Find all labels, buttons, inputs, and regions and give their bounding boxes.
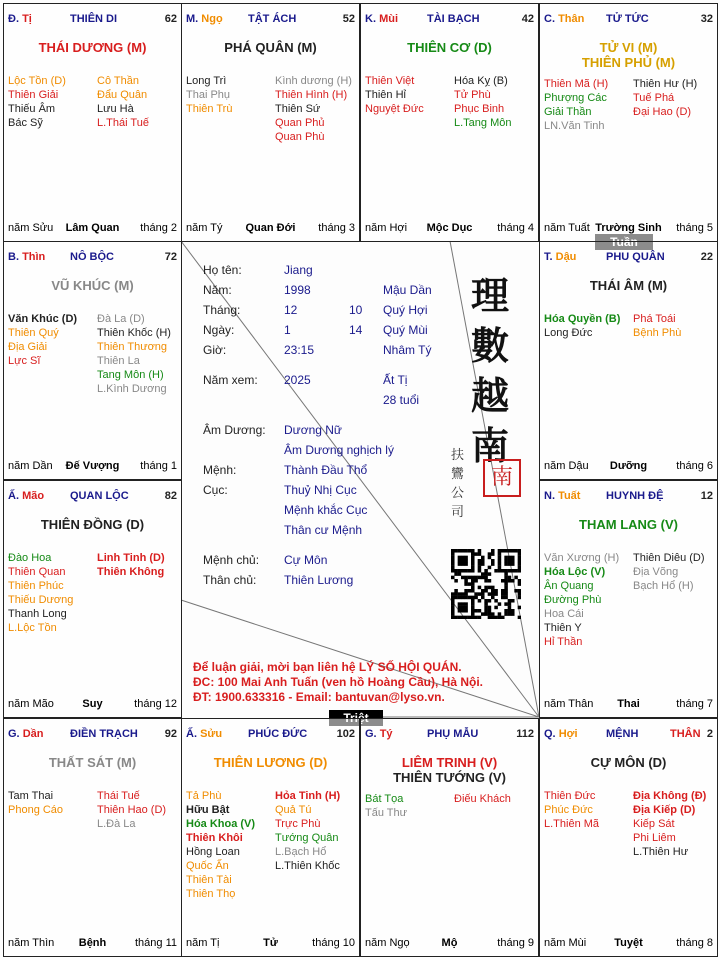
palace-header <box>186 727 355 743</box>
palace-name: TỬ TỨC <box>606 13 649 25</box>
life-stage: Tử <box>263 937 278 949</box>
palace-header <box>544 250 713 266</box>
minor-stars-left <box>544 789 599 831</box>
palace-branch: C. Thân <box>544 13 585 25</box>
minor-star: Bạch Hổ (H) <box>633 580 694 592</box>
minor-stars-right <box>633 312 681 340</box>
palace-footer <box>544 459 713 473</box>
minor-star: L.Thiên Khốc <box>275 860 340 872</box>
palace-header <box>8 727 177 743</box>
minor-stars-left <box>365 792 407 820</box>
palace-name: ĐIỀN TRẠCH <box>70 728 138 740</box>
minor-star: Đường Phù <box>544 594 602 606</box>
month-label: tháng 3 <box>318 222 355 234</box>
minor-star: Linh Tinh (D) <box>97 552 165 564</box>
calligraphy-logo: 理 數 越 南 <box>471 273 510 468</box>
minor-star: Thiên Thương <box>97 341 168 353</box>
menh-chu-value: Cự Môn <box>284 553 328 567</box>
main-star: THIÊN TƯỚNG (V) <box>393 770 506 785</box>
day-lunar: 14 <box>349 323 363 337</box>
menh-chu-label: Mệnh chủ: <box>203 553 260 567</box>
minor-star: Thiên Việt <box>365 75 415 87</box>
palace-than-mark: THÂN <box>670 728 701 740</box>
minor-star: Tuế Phá <box>633 92 675 104</box>
palace-dan[interactable] <box>3 718 182 957</box>
contact-line-2: ĐC: 100 Mai Anh Tuấn (ven hồ Hoàng Cầu), Hà Nội. <box>193 675 484 689</box>
minor-star: Quan Phủ <box>275 117 325 129</box>
palace-name: MỆNH <box>606 728 639 740</box>
month-label: tháng 12 <box>134 698 177 710</box>
center-info-panel <box>181 241 539 717</box>
palace-branch: Ấ. Mão <box>8 490 45 502</box>
minor-star: Thiên Y <box>544 622 582 634</box>
minor-star: L.Đà La <box>97 818 136 830</box>
month-label: tháng 2 <box>140 222 177 234</box>
name-value: Jiang <box>284 263 313 277</box>
minor-star: Bệnh Phù <box>633 327 682 339</box>
minor-star: Thiếu Dương <box>8 594 74 606</box>
palace-name: PHỤ MẪU <box>427 728 479 740</box>
minor-star: Trực Phù <box>275 818 321 830</box>
minor-star: Kình dương (H) <box>275 75 352 87</box>
view-year-value: 2025 <box>284 373 311 387</box>
main-star: VŨ KHÚC (M) <box>51 278 134 293</box>
minor-star: Phượng Các <box>544 92 607 104</box>
minor-stars-left <box>186 789 255 901</box>
palace-age: 82 <box>164 490 177 502</box>
minor-stars-left <box>544 312 620 340</box>
minor-star: Thiên Khôi <box>186 832 243 844</box>
amduong-note: Âm Dương nghịch lý <box>284 443 394 457</box>
year-label: năm Mùi <box>544 937 587 949</box>
palace-age: 102 <box>336 728 355 740</box>
minor-star: Văn Khúc (D) <box>8 313 78 325</box>
minor-star: Thiên Trù <box>186 103 233 115</box>
minor-star: Hóa Lộc (V) <box>544 566 606 578</box>
palace-age: 62 <box>164 13 177 25</box>
palace-footer <box>8 221 177 235</box>
minor-stars-right <box>97 551 165 579</box>
minor-star: Thiên La <box>97 355 140 367</box>
palace-footer <box>544 697 713 711</box>
minor-star: L.Lộc Tồn <box>8 622 57 634</box>
palace-mao[interactable] <box>3 480 182 718</box>
palace-footer <box>8 936 177 950</box>
year-value: 1998 <box>284 283 311 297</box>
life-stage: Suy <box>82 698 103 710</box>
year-label: năm Tị <box>186 937 220 949</box>
minor-star: Hóa Kỵ (B) <box>454 75 508 87</box>
minor-star: Quốc Ấn <box>186 860 229 872</box>
life-stage: Mộ <box>441 937 458 949</box>
than-chu-label: Thân chủ: <box>203 573 257 587</box>
minor-star: Thiên Quan <box>8 566 66 578</box>
life-stage: Lâm Quan <box>65 222 120 234</box>
month-lunar: 10 <box>349 303 363 317</box>
age-value: 28 tuổi <box>383 393 420 407</box>
minor-star: L.Bạch Hổ <box>275 846 327 858</box>
minor-star: Thai Phụ <box>186 89 231 101</box>
minor-star: Điếu Khách <box>454 793 511 805</box>
minor-star: Địa Võng <box>633 566 679 578</box>
life-stage: Mộc Dục <box>426 222 473 234</box>
palace-ngo[interactable] <box>181 3 360 242</box>
minor-star: Địa Kiếp (D) <box>633 804 696 816</box>
palace-header <box>365 12 534 28</box>
minor-star: Thiên Thọ <box>186 888 236 900</box>
main-star: THẤT SÁT (M) <box>48 755 137 770</box>
amduong-label: Âm Dương: <box>203 423 266 437</box>
minor-stars-left <box>8 551 73 635</box>
palace-name: TÀI BẠCH <box>427 13 480 25</box>
minor-star: Hữu Bật <box>186 804 230 816</box>
day-label: Ngày: <box>203 323 235 337</box>
minor-star: L.Thiên Mã <box>544 818 600 830</box>
minor-star: Đào Hoa <box>8 552 52 564</box>
main-star: THIÊN ĐỒNG (D) <box>40 517 145 532</box>
palace-branch: Q. Hợi <box>544 728 578 740</box>
life-stage: Thai <box>617 698 640 710</box>
life-stage: Quan Đới <box>245 222 296 234</box>
palace-ti[interactable] <box>3 3 182 242</box>
minor-star: L.Tang Môn <box>454 117 512 129</box>
main-star: THIÊN CƠ (D) <box>407 40 492 55</box>
contact-line-1: Để luận giải, mời bạn liên hệ LÝ SỐ HỘI QUÁN. <box>193 660 462 674</box>
main-star: CỰ MÔN (D) <box>590 755 667 770</box>
palace-than[interactable] <box>539 3 718 242</box>
month-label: tháng 9 <box>497 937 534 949</box>
minor-star: Lưu Hà <box>97 103 134 115</box>
minor-star: Phục Binh <box>454 103 505 115</box>
palace-header <box>8 489 177 505</box>
minor-stars-right <box>454 792 511 806</box>
palace-branch: K. Mùi <box>365 13 399 25</box>
month-label: Tháng: <box>203 303 241 317</box>
minor-star: Lực Sĩ <box>8 355 41 367</box>
minor-star: L.Thái Tuế <box>97 117 149 129</box>
palace-name: PHU QUÂN <box>606 251 665 263</box>
minor-star: Thiên Phúc <box>8 580 64 592</box>
minor-star: Thiên Quý <box>8 327 59 339</box>
minor-star: Đà La (D) <box>97 313 145 325</box>
year-label: năm Dậu <box>544 460 589 472</box>
month-label: tháng 7 <box>676 698 713 710</box>
hour-can: Nhâm Tý <box>383 343 432 357</box>
palace-name: HUYNH ĐỆ <box>606 490 664 502</box>
minor-stars-right <box>454 74 511 130</box>
minor-stars-right <box>275 789 340 873</box>
calligraphy-sub: 扶 鸞 公 司 <box>451 448 465 520</box>
year-label: năm Thìn <box>8 937 55 949</box>
month-label: tháng 6 <box>676 460 713 472</box>
minor-star: Đại Hao (D) <box>633 106 692 118</box>
minor-star: Tấu Thư <box>365 807 408 819</box>
minor-stars-right <box>97 312 171 396</box>
minor-star: Hóa Khoa (V) <box>186 818 256 830</box>
main-star: THIÊN PHỦ (M) <box>581 55 676 70</box>
minor-star: Thiên Mã (H) <box>544 78 609 90</box>
month-label: tháng 10 <box>312 937 355 949</box>
palace-name: THIÊN DI <box>70 13 118 25</box>
minor-stars-right <box>633 551 705 593</box>
than-chu-value: Thiên Lương <box>284 573 354 587</box>
year-label: năm Sửu <box>8 222 54 234</box>
palace-header <box>365 727 534 743</box>
year-label: năm Mão <box>8 698 54 710</box>
minor-star: Tam Thai <box>8 790 54 802</box>
minor-star: Hóa Quyền (B) <box>544 313 621 325</box>
year-label: năm Thân <box>544 698 594 710</box>
minor-star: Hồng Loan <box>186 846 240 858</box>
minor-star: Long Đức <box>544 327 593 339</box>
minor-star: Thiên Sứ <box>275 103 321 115</box>
minor-star: Quan Phù <box>275 131 325 143</box>
minor-star: Bát Tọa <box>365 793 404 805</box>
minor-star: Hỉ Thần <box>544 636 583 648</box>
palace-header <box>8 12 177 28</box>
main-star: THÁI ÂM (M) <box>589 278 668 293</box>
minor-star: Thiên Hỉ <box>365 89 406 101</box>
palace-branch: B. Thìn <box>8 251 46 263</box>
palace-branch: Đ. Tị <box>8 13 32 25</box>
minor-stars-right <box>275 74 352 144</box>
palace-header <box>544 489 713 505</box>
minor-star: Long Trì <box>186 75 227 87</box>
palace-dau[interactable] <box>539 241 718 480</box>
palace-branch: G. Dần <box>8 728 44 740</box>
minor-star: Thiên Không <box>97 566 165 578</box>
minor-star: Phúc Đức <box>544 804 593 816</box>
minor-stars-left <box>8 312 77 368</box>
month-label: tháng 5 <box>676 222 713 234</box>
month-label: tháng 8 <box>676 937 713 949</box>
view-year-can: Ất Tị <box>383 373 408 387</box>
minor-star: Phá Toái <box>633 313 676 325</box>
minor-star: Thiên Hư (H) <box>633 78 698 90</box>
minor-stars-left <box>544 77 608 133</box>
name-label: Họ tên: <box>203 263 242 277</box>
year-label: năm Tý <box>186 222 223 234</box>
life-stage: Tuyệt <box>614 937 643 949</box>
red-seal-stamp: 南 <box>483 459 521 497</box>
palace-footer <box>186 936 355 950</box>
palace-header <box>186 12 355 28</box>
life-stage: Dưỡng <box>609 460 648 472</box>
minor-star: Nguyệt Đức <box>365 103 424 115</box>
month-value: 12 <box>284 303 298 317</box>
palace-age: 72 <box>164 251 177 263</box>
palace-header <box>544 727 713 743</box>
palace-name: QUAN LỘC <box>70 490 129 502</box>
day-can: Quý Mùi <box>383 323 428 337</box>
minor-stars-left <box>365 74 424 116</box>
hour-value: 23:15 <box>284 343 315 357</box>
minor-star: Thiên Giải <box>8 89 59 101</box>
minor-star: Thiên Hình (H) <box>275 89 348 101</box>
than-cu-note: Thân cư Mệnh <box>284 523 363 537</box>
palace-footer <box>8 697 177 711</box>
minor-stars-right <box>97 74 149 130</box>
minor-stars-right <box>633 789 706 859</box>
minor-star: Cô Thần <box>97 75 139 87</box>
palace-footer <box>365 221 534 235</box>
palace-hoi[interactable] <box>539 718 718 957</box>
minor-star: Hoa Cái <box>544 608 584 620</box>
minor-star: Tướng Quân <box>275 832 339 844</box>
minor-star: Thiên Hao (D) <box>97 804 167 816</box>
minor-star: Phi Liêm <box>633 832 676 844</box>
minor-star: Bác Sỹ <box>8 117 43 129</box>
palace-age: 12 <box>700 490 713 502</box>
palace-age: 52 <box>342 13 355 25</box>
minor-star: Văn Xương (H) <box>544 552 620 564</box>
minor-star: L.Thiên Hư <box>633 846 689 858</box>
palace-footer <box>8 459 177 473</box>
minor-star: Thiên Đức <box>544 790 596 802</box>
month-can: Quý Hợi <box>383 303 428 317</box>
palace-footer <box>186 221 355 235</box>
cuc-value: Thuỷ Nhị Cục <box>284 483 357 497</box>
minor-stars-left <box>8 74 66 130</box>
amduong-value: Dương Nữ <box>284 423 342 437</box>
minor-star: Thiên Tài <box>186 874 232 886</box>
palace-name: TẬT ÁCH <box>248 13 297 25</box>
minor-star: LN.Văn Tinh <box>544 120 605 132</box>
contact-line-3[interactable]: ĐT: 1900.633316 - Email: bantuvan@lyso.vn. <box>193 690 445 704</box>
minor-star: Thanh Long <box>8 608 67 620</box>
life-stage: Trường Sinh <box>595 222 662 234</box>
palace-name: NÔ BỘC <box>70 251 114 263</box>
month-label: tháng 4 <box>497 222 534 234</box>
palace-branch: G. Tý <box>365 728 393 740</box>
minor-stars-left <box>8 789 63 817</box>
minor-star: Thiếu Âm <box>8 103 56 115</box>
main-star: THIÊN LƯƠNG (D) <box>213 755 328 770</box>
palace-footer <box>544 936 713 950</box>
palace-footer <box>365 936 534 950</box>
minor-stars-right <box>633 77 697 119</box>
palace-age: 92 <box>164 728 177 740</box>
minor-stars-left <box>186 74 232 116</box>
month-label: tháng 11 <box>134 937 177 949</box>
minor-star: Quả Tú <box>275 804 312 816</box>
minor-star: Lộc Tồn (D) <box>8 75 66 87</box>
palace-age: 32 <box>700 13 713 25</box>
hour-label: Giờ: <box>203 343 227 357</box>
life-stage: Bệnh <box>78 937 107 949</box>
minor-star: Kiếp Sát <box>633 818 675 830</box>
palace-mui[interactable] <box>360 3 539 242</box>
minor-star: Thiên Khốc (H) <box>97 327 171 339</box>
view-year-label: Năm xem: <box>203 373 258 387</box>
minor-stars-left <box>544 551 619 649</box>
year-can: Mậu Dần <box>383 283 432 297</box>
qr-code-icon[interactable] <box>451 549 521 619</box>
life-stage: Đế Vượng <box>65 460 120 472</box>
minor-star: Đẩu Quân <box>97 89 148 101</box>
palace-age: 2 <box>706 728 713 740</box>
cuc-note: Mệnh khắc Cục <box>284 503 368 517</box>
minor-star: Thiên Diêu (D) <box>633 552 705 564</box>
minor-star: L.Kình Dương <box>97 383 167 395</box>
minor-star: Tử Phù <box>454 89 491 101</box>
minor-star: Giải Thần <box>544 106 592 118</box>
palace-header <box>544 12 713 28</box>
minor-star: Thái Tuế <box>97 790 140 802</box>
day-value: 1 <box>284 323 291 337</box>
palace-suu[interactable] <box>181 718 360 957</box>
menh-value: Thành Đầu Thổ <box>284 463 368 477</box>
palace-age: 22 <box>700 251 713 263</box>
cuc-label: Cục: <box>203 483 228 497</box>
palace-footer <box>544 221 713 235</box>
month-label: tháng 1 <box>140 460 177 472</box>
year-label: năm Tuất <box>544 222 590 234</box>
palace-branch: N. Tuất <box>544 490 581 502</box>
minor-stars-right <box>97 789 166 831</box>
year-label: Năm: <box>203 283 232 297</box>
palace-age: 42 <box>521 13 534 25</box>
minor-star: Tả Phù <box>186 790 222 802</box>
year-label: năm Ngọ <box>365 937 410 949</box>
palace-branch: M. Ngọ <box>186 13 223 25</box>
main-star: PHÁ QUÂN (M) <box>224 40 317 55</box>
palace-header <box>8 250 177 266</box>
palace-age: 112 <box>516 728 534 740</box>
palace-tuat[interactable] <box>539 480 718 718</box>
palace-name: PHÚC ĐỨC <box>248 728 308 740</box>
palace-branch: T. Dậu <box>544 251 577 263</box>
main-star: TỬ VI (M) <box>599 40 658 55</box>
minor-star: Địa Không (Đ) <box>633 790 707 802</box>
minor-star: Địa Giải <box>8 341 48 353</box>
year-label: năm Dần <box>8 460 53 472</box>
main-star: THÁI DƯƠNG (M) <box>38 40 147 55</box>
main-star: THAM LANG (V) <box>579 517 678 532</box>
year-label: năm Hợi <box>365 222 408 234</box>
palace-thin[interactable] <box>3 241 182 480</box>
minor-star: Tang Môn (H) <box>97 369 164 381</box>
main-star: LIÊM TRINH (V) <box>401 755 498 770</box>
palace-ty[interactable] <box>360 718 539 957</box>
minor-star: Hỏa Tinh (H) <box>275 790 341 802</box>
minor-star: Phong Cáo <box>8 804 64 816</box>
palace-branch: Ấ. Sửu <box>186 728 223 740</box>
minor-star: Ân Quang <box>544 580 594 592</box>
menh-label: Mệnh: <box>203 463 237 477</box>
